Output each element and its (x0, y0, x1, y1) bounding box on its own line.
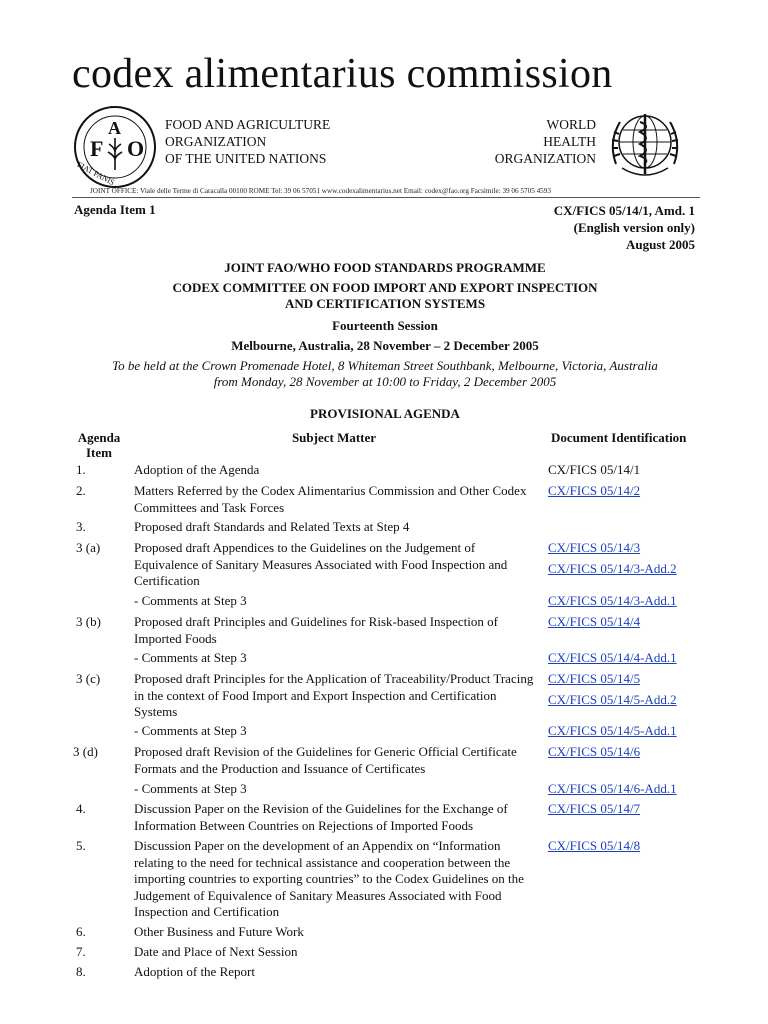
subject: Discussion Paper on the development of an Appendix on “Information relating to the need for technical assistance and cooperation between the importing countries to exporting countries” to the Codex Guidelines on the Judgement of Equivalence of Sanitary Measures Associated with Food Inspection and Certification (134, 838, 524, 919)
subject: Adoption of the Agenda (134, 462, 260, 477)
document-ids (548, 593, 728, 610)
item-number: 2. (76, 483, 86, 498)
document-link[interactable]: CX/FICS 05/14/4-Add.1 (548, 650, 677, 665)
document-ids (548, 744, 728, 761)
item-number: 4. (76, 801, 86, 816)
col-header-subject: Subject Matter (291, 430, 377, 445)
committee-title (72, 280, 698, 312)
subject: - Comments at Step 3 (134, 781, 247, 796)
item-number: 3 (d) (73, 744, 98, 759)
document-link[interactable]: CX/FICS 05/14/7 (548, 801, 641, 816)
document-link[interactable]: CX/FICS 05/14/6 (548, 744, 641, 759)
who-name-line: ORGANIZATION (494, 151, 596, 166)
document-link[interactable]: CX/FICS 05/14/4 (548, 614, 641, 629)
document-link[interactable]: CX/FICS 05/14/5-Add.2 (548, 691, 677, 707)
document-link[interactable]: CX/FICS 05/14/3 (548, 540, 641, 555)
subject: Other Business and Future Work (134, 924, 304, 939)
subject: Proposed draft Principles and Guidelines for Risk-based Inspection of Imported Foods (134, 614, 498, 646)
fao-name-line: FOOD AND AGRICULTURE (165, 117, 331, 132)
item-number: 1. (76, 462, 86, 477)
document-ids (548, 723, 728, 740)
item-number: 3. (76, 519, 86, 534)
who-name-line: WORLD (546, 117, 596, 132)
joint-office-address: JOINT OFFICE: Viale delle Terme di Caracalla 00100 ROME Tel: 39 06 57051 www.codexalimentarius.net Email: codex@fao.org Facsimile: 39 06 5705 4593 (90, 187, 551, 195)
provisional-agenda-title: PROVISIONAL AGENDA (310, 406, 460, 421)
place-dates: Melbourne, Australia, 28 November – 2 December 2005 (231, 338, 539, 353)
subject: Adoption of the Report (134, 964, 255, 979)
document-ids (548, 801, 728, 818)
document-ids (548, 614, 728, 631)
doc-date: August 2005 (626, 237, 695, 252)
col-header-item (74, 430, 124, 460)
header-divider (72, 197, 700, 198)
subject: - Comments at Step 3 (134, 593, 247, 608)
svg-text:A: A (108, 118, 121, 138)
item-number: 3 (a) (76, 540, 101, 555)
subject: Proposed draft Revision of the Guidelines for Generic Official Certificate Formats and the Production and Issuance of Certificates (134, 744, 517, 776)
document-link[interactable]: CX/FICS 05/14/3-Add.2 (548, 560, 677, 576)
document-link[interactable]: CX/FICS 05/14/5 (548, 671, 641, 686)
item-number: 3 (c) (76, 671, 101, 686)
venue-line: from Monday, 28 November at 10:00 to Friday, 2 December 2005 (213, 374, 557, 389)
who-logo-icon (604, 104, 686, 186)
commission-title: codex alimentarius commission (72, 51, 613, 97)
subject: - Comments at Step 3 (134, 723, 247, 738)
version-note: (English version only) (573, 220, 695, 235)
document-link[interactable]: CX/FICS 05/14/5-Add.1 (548, 723, 677, 738)
svg-text:F: F (90, 136, 104, 161)
who-org-name (470, 116, 596, 167)
document-link[interactable]: CX/FICS 05/14/2 (548, 483, 641, 498)
item-number: 3 (b) (76, 614, 101, 629)
document-link[interactable]: CX/FICS 05/14/6-Add.1 (548, 781, 677, 796)
col-header-document: Document Identification (551, 430, 687, 445)
document-ids (548, 540, 728, 577)
session-title: Fourteenth Session (332, 318, 438, 333)
document-ids (548, 483, 728, 500)
fao-name-line: OF THE UNITED NATIONS (165, 151, 327, 166)
document-id: CX/FICS 05/14/1 (548, 462, 641, 477)
subject: Proposed draft Standards and Related Texts at Step 4 (134, 519, 410, 534)
agenda-item-label: Agenda Item 1 (74, 202, 156, 217)
document-ids (548, 838, 728, 855)
fao-logo-icon (72, 104, 158, 190)
fao-org-name (165, 116, 330, 167)
item-number: 7. (76, 944, 86, 959)
document-ids (548, 781, 728, 798)
document-ids (548, 462, 728, 479)
subject: Proposed draft Appendices to the Guidelines on the Judgement of Equivalence of Sanitary Measures Associated with Food Inspection and Certification (134, 540, 508, 588)
who-name-line: HEALTH (543, 134, 596, 149)
col-header-item-line: Agenda (77, 430, 121, 445)
item-number: 6. (76, 924, 86, 939)
programme-title: JOINT FAO/WHO FOOD STANDARDS PROGRAMME (224, 260, 546, 275)
subject: Date and Place of Next Session (134, 944, 298, 959)
document-reference (554, 202, 695, 253)
fao-name-line: ORGANIZATION (165, 134, 267, 149)
document-ids (548, 671, 728, 708)
document-link[interactable]: CX/FICS 05/14/3-Add.1 (548, 593, 677, 608)
committee-line: AND CERTIFICATION SYSTEMS (284, 296, 486, 311)
venue-line: To be held at the Crown Promenade Hotel, 8 Whiteman Street Southbank, Melbourne, Victoria, Australia (112, 358, 658, 373)
document-link[interactable]: CX/FICS 05/14/8 (548, 838, 641, 853)
subject: Proposed draft Principles for the Application of Traceability/Product Tracing in the context of Food Import and Export Inspection and Certification Systems (134, 671, 534, 719)
document-ids (548, 650, 728, 667)
doc-ref: CX/FICS 05/14/1, Amd. 1 (553, 203, 695, 218)
venue-info (72, 358, 698, 390)
col-header-item-line: Item (86, 445, 112, 460)
svg-text:O: O (127, 136, 145, 161)
item-number: 5. (76, 838, 86, 853)
svg-text:FIAT PANIS: FIAT PANIS (75, 159, 117, 188)
subject: Matters Referred by the Codex Alimentarius Commission and Other Codex Committees and Task Forces (134, 483, 527, 515)
subject: Discussion Paper on the Revision of the Guidelines for the Exchange of Information Between Countries on Rejections of Imported Foods (134, 801, 508, 833)
item-number: 8. (76, 964, 86, 979)
subject: - Comments at Step 3 (134, 650, 247, 665)
committee-line: CODEX COMMITTEE ON FOOD IMPORT AND EXPORT INSPECTION (172, 280, 598, 295)
